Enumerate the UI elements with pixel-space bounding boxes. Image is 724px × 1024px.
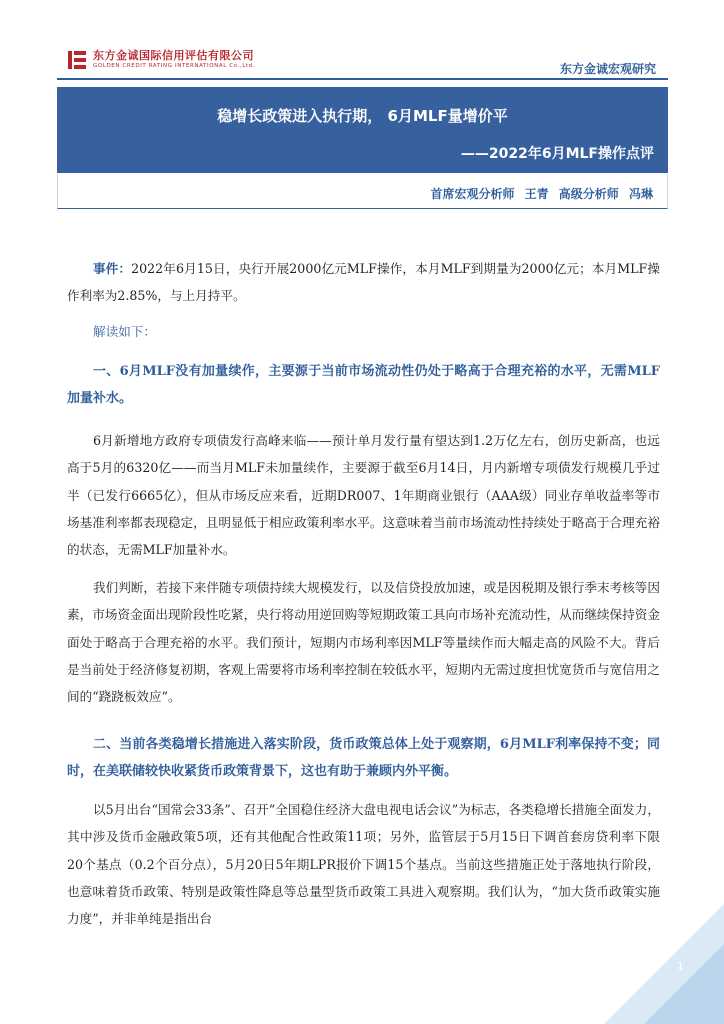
corner-decoration: [584, 874, 724, 1024]
section2-heading: 二、当前各类稳增长措施进入落实阶段，货币政策总体上处于观察期，6月MLF利率保持不变；同时，在美联储较快收紧货币政策背景下，这也有助于兼顾内外平衡。: [67, 737, 660, 779]
corner-shape: [584, 874, 724, 1024]
header-divider: [57, 78, 668, 80]
section1-paragraph2: 我们判断，若接下来伴随专项债持续大规模发行，以及信贷投放加速，或是因税期及银行季末考核等因素，市场资金面出现阶段性吃紧，央行将动用逆回购等短期政策工具向市场补充流动性，从而继续保持资金面处于略高于合理充裕的水平。我们预计，短期内市场利率因MLF等量续作而大幅走高的风险不大。背后是当前处于经济修复初期，客观上需要将市场利率控制在较低水平，短期内无需过度担忧宽货币与宽信用之间的“跷跷板效应”。: [67, 580, 660, 705]
section2-paragraph1: 以5月出台“国常会33条”、召开“全国稳住经济大盘电视电话会议”为标志，各类稳增长措施全面发力，其中涉及货币金融政策5项，还有其他配合性政策11项；另外，监管层于5月15日下调首套房贷利率下限20个基点（0.2个百分点），5月20日5年期LPR报价下调15个基点。当前这些措施正处于落地执行阶段，也意味着货币政策、特别是政策性降息等总量型货币政策工具进入观察期。我们认为，“加大货币政策实施力度”，并非单纯是指出台: [67, 802, 660, 927]
logo-cn-text: 东方金诚国际信用评估有限公司: [93, 49, 254, 62]
section1-paragraph1: 6月新增地方政府专项债发行高峰来临——预计单月发行量有望达到1.2万亿左右，创历史新高，也远高于5月的6320亿——而当月MLF未加量续作，主要源于截至6月14日，月内新增专项债发行规模几乎过半（已发行6665亿），但从市场反应来看，近期DR007、1年期商业银行（AAA级）同业存单收益率等市场基准利率都表现稳定，且明显低于相应政策利率水平。这意味着当前市场流动性持续处于略高于合理充裕的状态，无需MLF加量补水。: [67, 433, 660, 558]
event-text: 2022年6月15日，央行开展2000亿元MLF操作，本月MLF到期量为2000亿元；本月MLF操作利率为2.85%，与上月持平。: [67, 261, 660, 304]
page-number: 1: [677, 960, 684, 973]
intro-line: 解读如下：: [93, 324, 156, 339]
report-subtitle: ——2022年6月MLF操作点评: [460, 146, 654, 162]
authors-line: 首席宏观分析师 王青 高级分析师 冯琳: [430, 187, 653, 201]
title-banner: [57, 87, 668, 173]
section1-heading: 一、6月MLF没有加量续作，主要源于当前市场流动性仍处于略高于合理充裕的水平，无需MLF加量补水。: [67, 364, 660, 406]
event-label: 事件：: [93, 261, 132, 276]
author-bar: [57, 174, 668, 209]
logo-en-text: GOLDEN CREDIT RATING INTERNATIONAL Co.,Ltd.: [93, 63, 256, 69]
logo-icon: [66, 49, 88, 71]
event-paragraph: [67, 255, 660, 310]
series-name: 东方金诚宏观研究: [559, 62, 656, 76]
company-logo: [66, 49, 255, 71]
report-title: 稳增长政策进入执行期， 6月MLF量增价平: [217, 107, 508, 125]
